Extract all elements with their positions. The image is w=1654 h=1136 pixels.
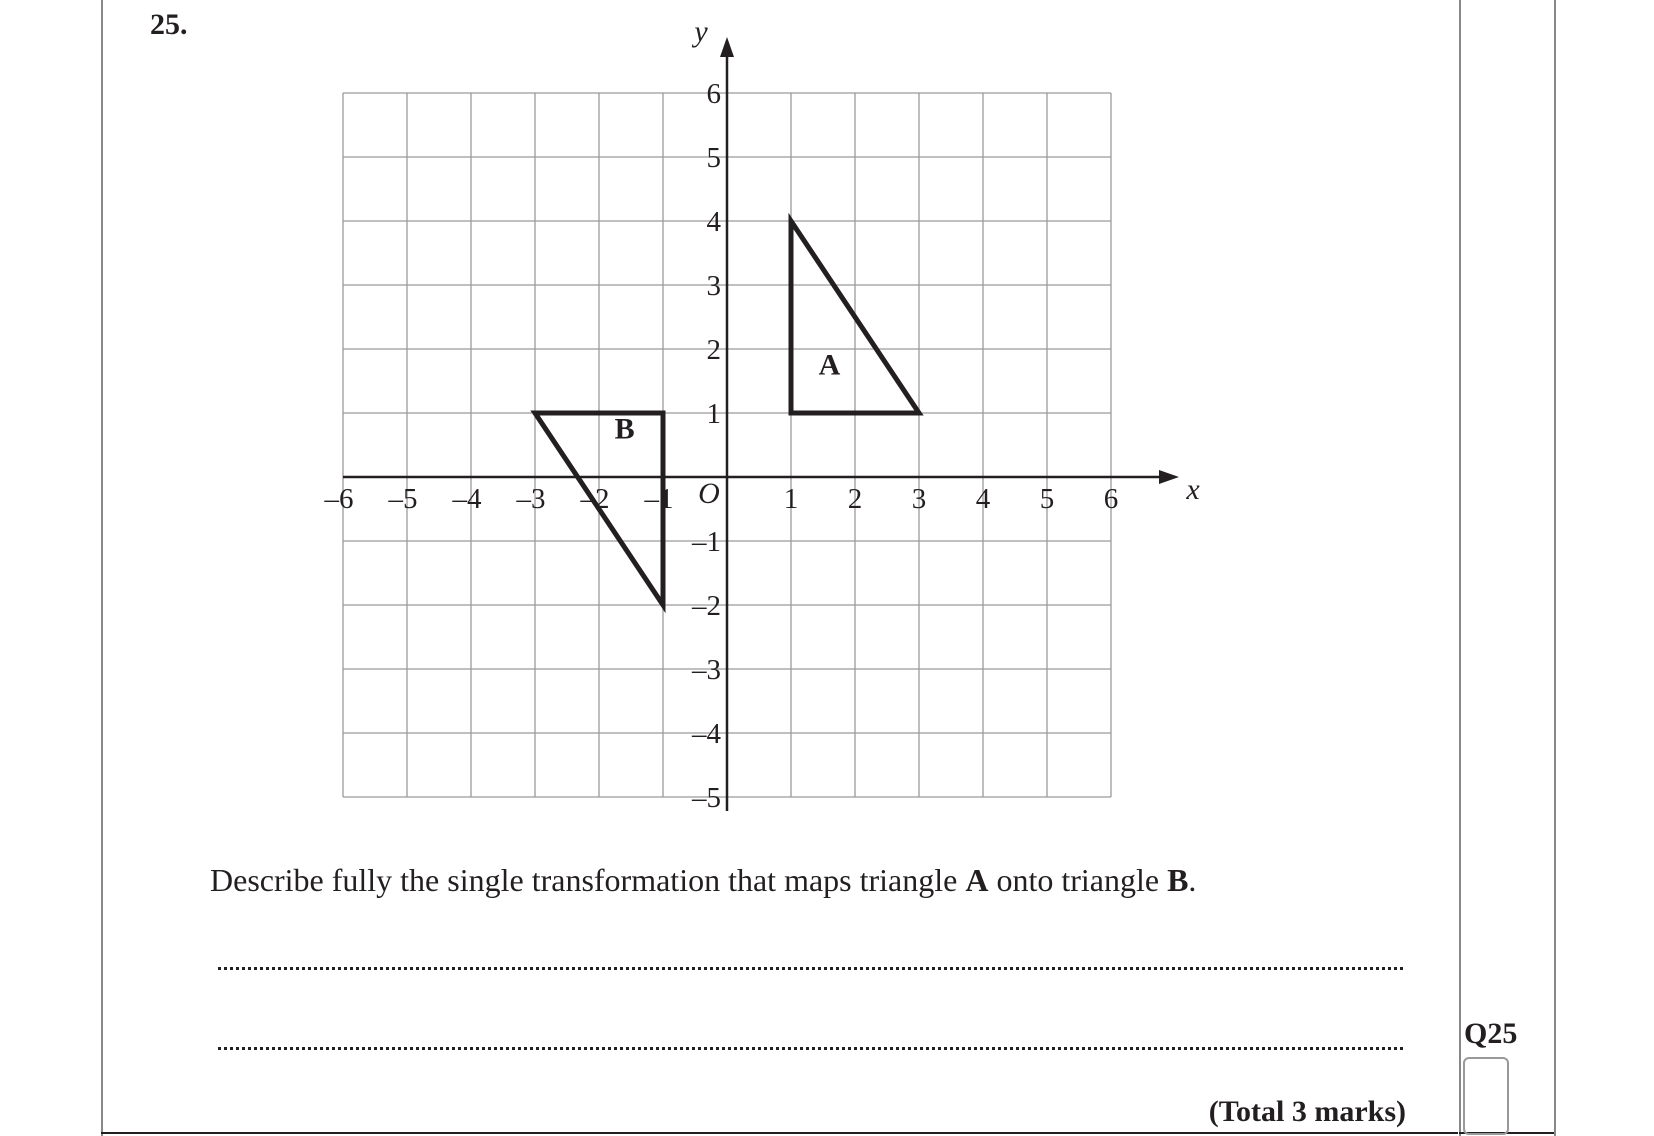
- x-axis-arrowhead: [1159, 470, 1179, 484]
- x-tick-label: 6: [1103, 483, 1119, 515]
- x-tick-label: 1: [783, 483, 799, 515]
- prompt-text-3: .: [1188, 862, 1197, 898]
- question-prompt: [210, 862, 1196, 899]
- y-axis-label: y: [694, 15, 708, 48]
- total-marks: (Total 3 marks): [1208, 1095, 1406, 1128]
- question-margin-label: Q25: [1464, 1017, 1518, 1050]
- question-number: 25.: [150, 8, 188, 41]
- x-tick-label: –4: [452, 483, 482, 515]
- prompt-text-2: onto triangle: [988, 862, 1168, 898]
- marks-box[interactable]: [1463, 1057, 1509, 1135]
- y-axis-arrowhead: [720, 37, 734, 57]
- x-tick-label: 2: [847, 483, 863, 515]
- triangle-b-label: B: [614, 412, 635, 446]
- answer-line-2[interactable]: [218, 1047, 1403, 1050]
- y-tick-label: 5: [706, 142, 721, 174]
- y-tick-label: –4: [692, 718, 721, 750]
- x-tick-label: –3: [516, 483, 546, 515]
- y-tick-label: –3: [692, 654, 721, 686]
- y-tick-label: –2: [692, 590, 721, 622]
- y-tick-label: 1: [706, 398, 721, 430]
- y-tick-label: 4: [706, 206, 721, 238]
- origin-label: O: [698, 477, 720, 510]
- x-tick-label: 3: [911, 483, 927, 515]
- prompt-triangle-b-label: B: [1167, 862, 1189, 898]
- answer-line-1[interactable]: [218, 967, 1403, 970]
- y-tick-label: –1: [692, 526, 721, 558]
- y-tick-label: –5: [692, 782, 721, 814]
- x-tick-label: –5: [388, 483, 418, 515]
- x-tick-label: 5: [1039, 483, 1055, 515]
- prompt-text-1: Describe fully the single transformation that maps triangle: [210, 862, 966, 898]
- question-bottom-rule: [101, 1132, 1458, 1134]
- y-tick-label: 6: [706, 78, 721, 110]
- x-tick-label: –1: [644, 483, 674, 515]
- prompt-triangle-a-label: A: [965, 862, 989, 898]
- x-tick-label: –6: [324, 483, 354, 515]
- triangle-a-label: A: [818, 348, 841, 382]
- x-tick-label: 4: [975, 483, 991, 515]
- y-tick-label: 2: [706, 334, 721, 366]
- x-tick-label: –2: [580, 483, 610, 515]
- y-tick-label: 3: [706, 270, 721, 302]
- x-axis-label: x: [1186, 473, 1200, 506]
